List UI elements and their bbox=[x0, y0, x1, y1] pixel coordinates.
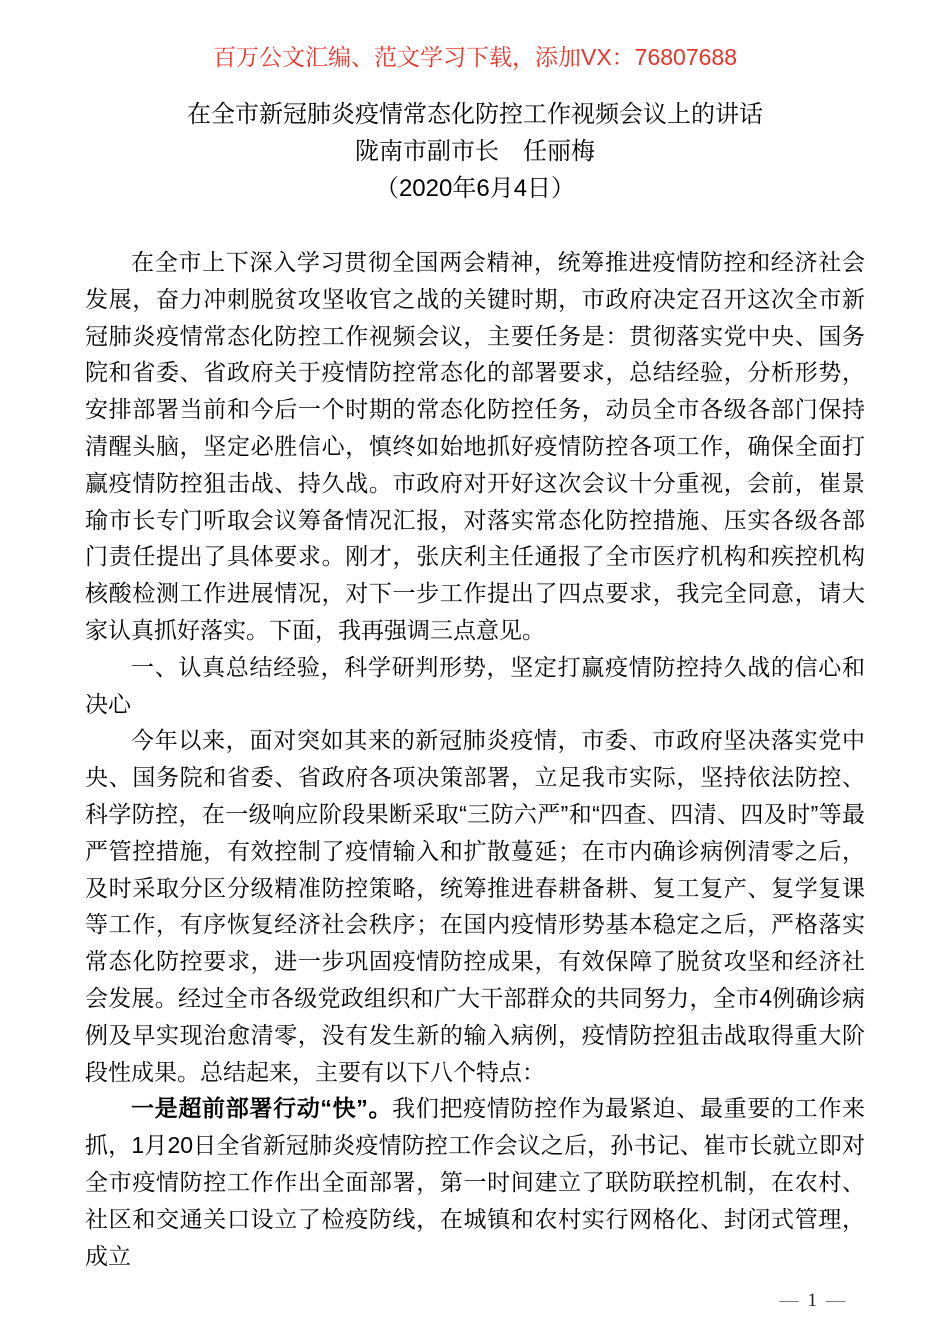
document-body bbox=[85, 244, 865, 1274]
page-number-dash-left: — bbox=[779, 1290, 799, 1311]
document-title: 在全市新冠肺炎疫情常态化防控工作视频会议上的讲话 bbox=[187, 101, 763, 128]
paragraph-point-1 bbox=[85, 1090, 865, 1274]
point-1-bold-lead: 一是超前部署行动“快”。 bbox=[131, 1095, 393, 1122]
section-heading-1: 一、认真总结经验，科学研判形势，坚定打赢疫情防控持久战的信心和决心 bbox=[85, 653, 865, 717]
author-line: 陇南市副市长 任丽梅 bbox=[355, 138, 595, 165]
page-number-value: 1 bbox=[807, 1290, 817, 1311]
promo-header: 百万公文汇编、范文学习下载，添加VX：76807688 bbox=[212, 44, 737, 70]
page-number-dash-right: — bbox=[826, 1290, 845, 1311]
page-number bbox=[780, 1290, 846, 1312]
point-1-text: 我们把疫情防控作为最紧迫、最重要的工作来抓，1月20日全省新冠肺炎疫情防控工作会议之后，孙书记、崔市长就立即对全市疫情防控工作作出全面部署，第一时间建立了联防联控机制，在农村、社区和交通关口设立了检疫防线，在城镇和农村实行网格化、封闭式管理，成立 bbox=[85, 1095, 866, 1269]
paragraph-review: 今年以来，面对突如其来的新冠肺炎疫情，市委、市政府坚决落实党中央、国务院和省委、省政府各项决策部署，立足我市实际，坚持依法防控、科学防控，在一级响应阶段果断采取“三防六严”和“四查、四清、四及时”等最严管控措施，有效控制了疫情输入和扩散蔓延；在市内确诊病例清零之后，及时采取分区分级精准防控策略，统筹推进春耕备耕、复工复产、复学复课等工作，有序恢复经济社会秩序；在国内疫情形势基本稳定之后，严格落实常态化防控要求，进一步巩固疫情防控成果，有效保障了脱贫攻坚和经济社会发展。经过全市各级党政组织和广大干部群众的共同努力，全市4例确诊病例及早实现治愈清零，没有发生新的输入病例，疫情防控狙击战取得重大阶段性成果。总结起来，主要有以下八个特点： bbox=[85, 727, 865, 1085]
date-line: （2020年6月4日） bbox=[374, 175, 576, 202]
paragraph-intro: 在全市上下深入学习贯彻全国两会精神，统筹推进疫情防控和经济社会发展，奋力冲刺脱贫攻坚收官之战的关键时期，市政府决定召开这次全市新冠肺炎疫情常态化防控工作视频会议，主要任务是：贯彻落实党中央、国务院和省委、省政府关于疫情防控常态化的部署要求，总结经验，分析形势，安排部署当前和今后一个时期的常态化防控任务，动员全市各级各部门保持清醒头脑，坚定必胜信心，慎终如始地抓好疫情防控各项工作，确保全面打赢疫情防控狙击战、持久战。市政府对开好这次会议十分重视，会前，崔景瑜市长专门听取会议筹备情况汇报，对落实常态化防控措施、压实各级各部门责任提出了具体要求。刚才，张庆利主任通报了全市医疗机构和疾控机构核酸检测工作进展情况，对下一步工作提出了四点要求，我完全同意，请大家认真抓好落实。下面，我再强调三点意见。 bbox=[85, 249, 865, 643]
